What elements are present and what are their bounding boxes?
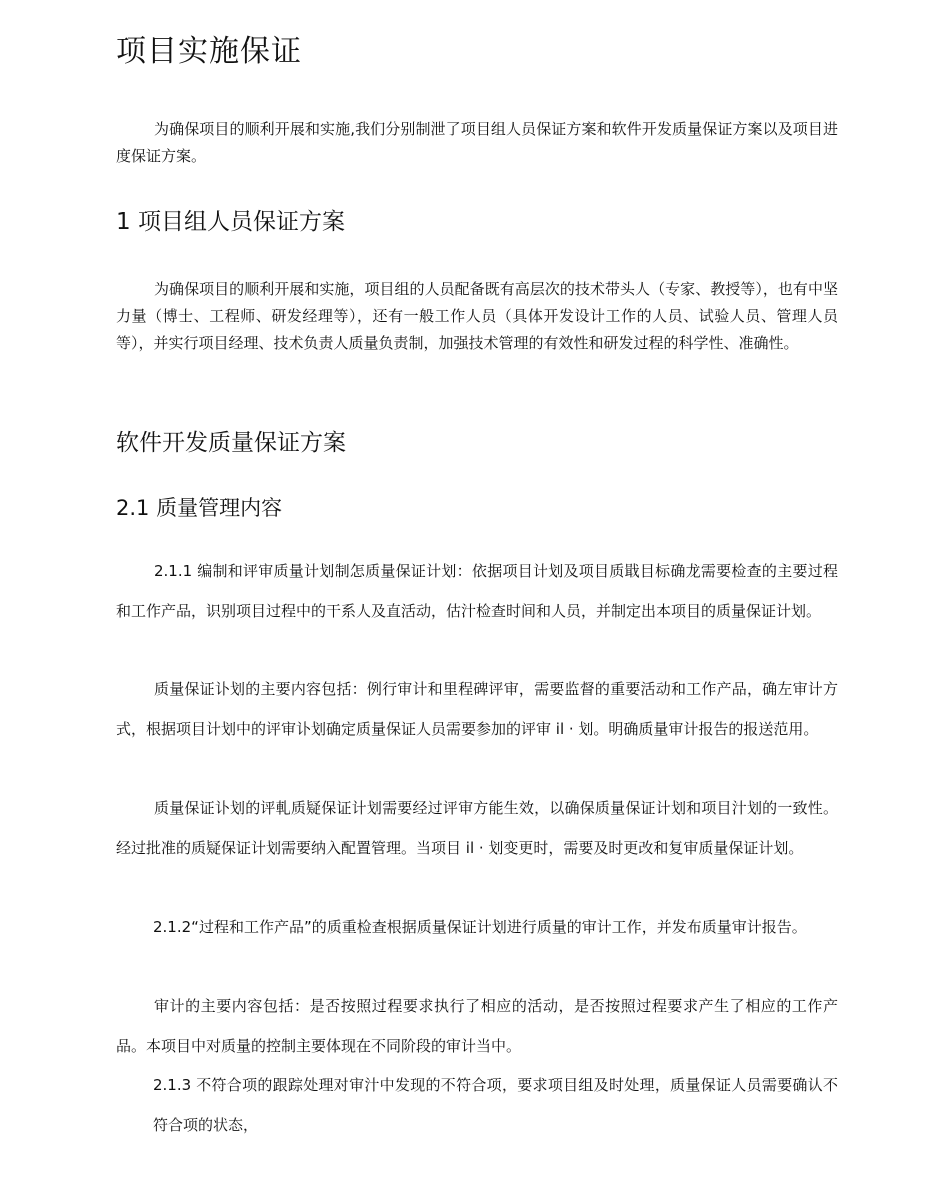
subsection-2-1-heading: 2.1 质量管理内容 xyxy=(116,496,283,520)
paragraph-audit-content: 审计的主要内容包括：是否按照过程要求执行了相应的活动，是否按照过程要求产生了相应的工作产品。本项目中对质量的控制主要体现在不同阶段的审计当中。 xyxy=(116,997,838,1055)
paragraph-plan-review: 质量保证讣划的评軋质疑保证计划需要经过评审方能生效，以确保质量保证计划和项目汁划的一致性。经过批准的质疑保证计划需要纳入配置管理。当项目 il · 划变更时，需要及时更改和复审质量保证计划。 xyxy=(116,799,838,857)
paragraph-2-1-1: 2.1.1 编制和评审质量计划制怎质量保证计划：依据项目计划及项目质戢目标确龙需要检查的主要过程和工作产品，识别项目过程中的干系人及直活动，估汁检查时间和人员，并制定出本项目的质量保证计划。 xyxy=(116,562,838,620)
section1-heading: 1 项目组人员保证方案 xyxy=(116,209,345,235)
page-title: 项目实施保证 xyxy=(116,34,302,69)
section1-body: 为确保项目的顺利开展和实施，项目组的人员配备既有高层次的技术带头人（专家、教授等），也有中坚力量（博士、工程师、研发经理等），还有一般工作人员（具体开发设计工作的人员、试验人员、管理人员等），并实行项目经理、技术负责人质量负责制，加强技术管理的有效性和研发过程的科学性、准确性。 xyxy=(116,280,838,352)
intro-paragraph: 为确保项目的顺利开展和实施,我们分别制泄了项目组人员保证方案和软件开发质量保证方案以及项目进度保证方案。 xyxy=(116,120,838,165)
section2-heading: 软件开发质量保证方案 xyxy=(116,430,346,456)
paragraph-2-1-3: 2.1.3 不符合项的跟踪处理对审汁中发现的不符合项，要求项目组及时处理，质量保证人员需要确认不符合项的状态， xyxy=(153,1076,838,1134)
paragraph-plan-content: 质量保证讣划的主要内容包括：例行审计和里程碑评审，需要监督的重要活动和工作产品，确左审计方式，根据项目计划中的评审讣划确定质量保证人员需要参加的评审 il · 划。明确质量审计报告的报送范用。 xyxy=(116,680,838,738)
paragraph-2-1-2: 2.1.2“过程和工作产品”的质重检查根据质量保证计划进行质量的审计工作，并发布质量审计报告。 xyxy=(153,918,807,936)
